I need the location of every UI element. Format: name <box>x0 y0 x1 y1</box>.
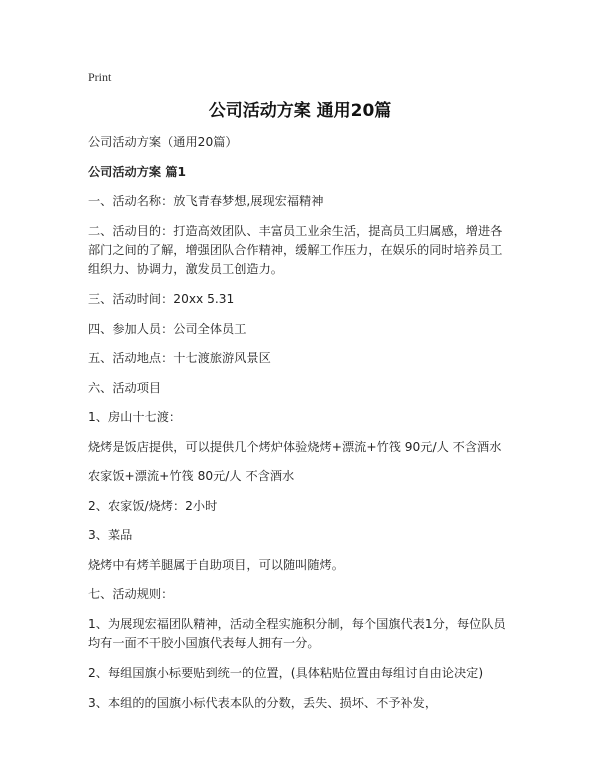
paragraph-item-2: 2、农家饭/烧烤：2小时 <box>88 498 218 513</box>
paragraph-activity-purpose: 二、活动目的：打造高效团队、丰富员工业余生活，提高员工归属感，增进各部门之间的了解，增强团队合作精神，缓解工作压力，在娱乐的同时培养员工组织力、协调力，激发员工创造力。 <box>88 223 503 276</box>
paragraph-rule-1: 1、为展现宏福团队精神，活动全程实施积分制，每个国旗代表1分，每位队员均有一面不干胶小国旗代表每人拥有一分。 <box>88 616 506 650</box>
section-heading: 公司活动方案 篇1 <box>88 164 187 179</box>
paragraph-farm-package: 农家饭+漂流+竹筏 80元/人 不含酒水 <box>88 469 295 483</box>
paragraph-item-3: 3、菜品 <box>88 528 133 542</box>
paragraph-participants: 四、参加人员：公司全体员工 <box>88 321 247 336</box>
paragraph-bbq-note: 烧烤中有烤羊腿属于自助项目，可以随叫随烤。 <box>88 557 344 572</box>
document-title: 公司活动方案 通用20篇 <box>208 101 392 121</box>
paragraph-activity-items: 六、活动项目 <box>88 380 162 395</box>
paragraph-item-1: 1、房山十七渡： <box>88 410 182 424</box>
paragraph-rule-3: 3、本组的的国旗小标代表本队的分数，丢失、损坏、不予补发， <box>88 695 438 710</box>
paragraph-rule-2: 2、每组国旗小标要贴到统一的位置，(具体粘贴位置由每组讨自由论决定) <box>88 666 484 680</box>
subtitle: 公司活动方案（通用20篇） <box>88 135 238 149</box>
print-link[interactable]: Print <box>88 70 112 84</box>
paragraph-bbq-package: 烧烤是饭店提供，可以提供几个烤炉体验烧烤+漂流+竹筏 90元/人 不含酒水 <box>88 439 502 454</box>
paragraph-rules-heading: 七、活动规则： <box>88 587 174 601</box>
paragraph-activity-name: 一、活动名称：放飞青春梦想,展现宏福精神 <box>88 194 324 208</box>
paragraph-location: 五、活动地点：十七渡旅游风景区 <box>88 351 271 365</box>
document-body <box>88 133 513 723</box>
paragraph-activity-time: 三、活动时间：20xx 5.31 <box>88 292 235 306</box>
